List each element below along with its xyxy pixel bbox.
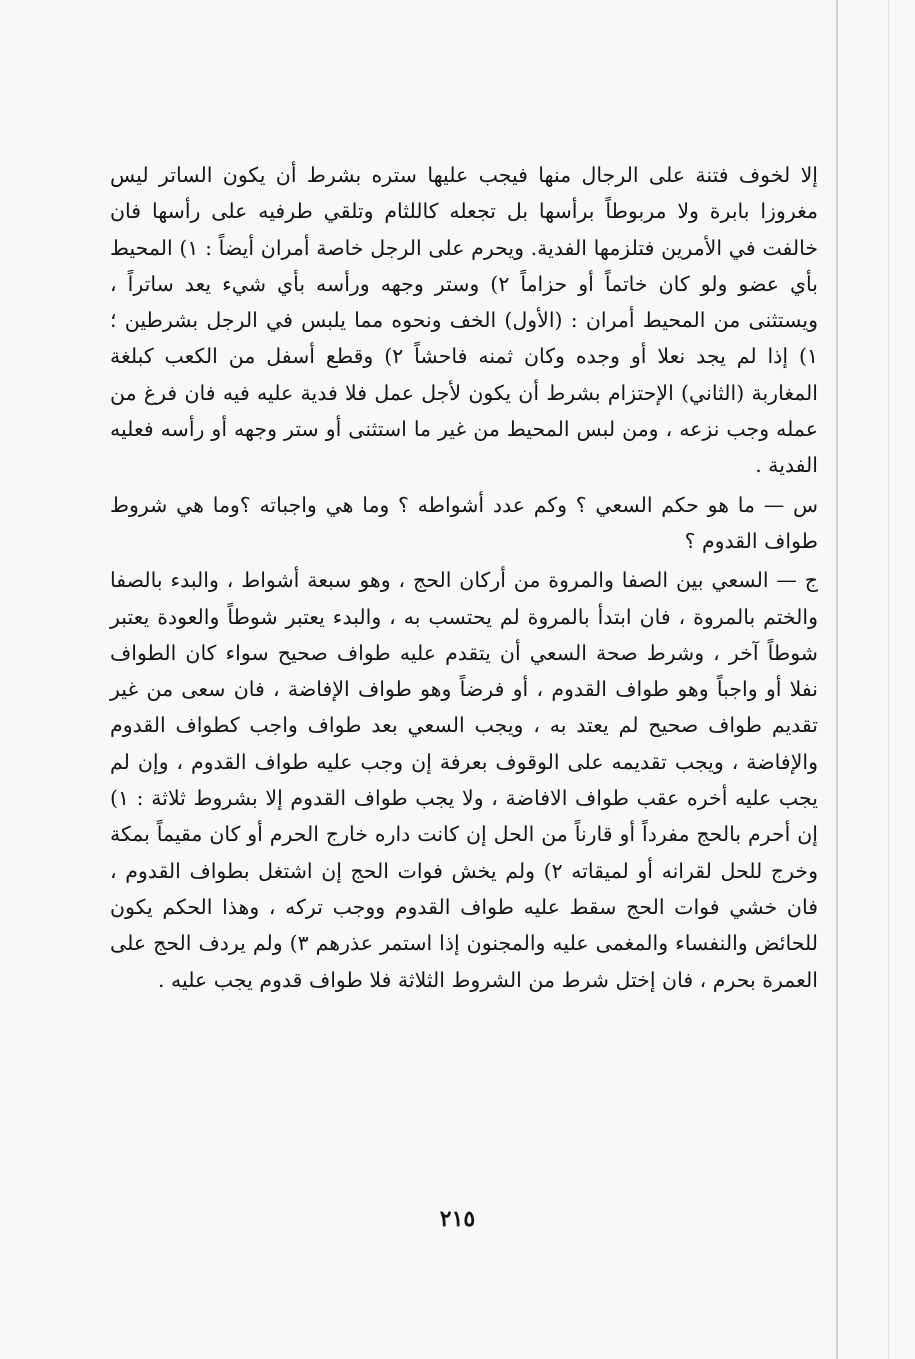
paragraph-answer-sai: ج — السعي بين الصفا والمروة من أركان الحج ، وهو سبعة أشواط ، والبدء بالصفا والختم بالمروة ، فان ابتدأ بالمروة لم يحتسب به ، والبدء يعتبر شوطاً والعودة يعتبر شوطاً آخر ، وشرط صحة السعي أن يتقدم عليه طواف صحيح سواء كان الطواف نفلا أو واجباً وهو طواف القدوم ، أو فرضاً وهو طواف الإفاضة ، فان سعى من غير تقديم طواف صحيح لم يعتد به ، ويجب السعي بعد طواف واجب كطواف القدوم والإفاضة ، ويجب تقديمه على الوقوف بعرفة إن وجب عليه طواف القدوم ، وإن لم يجب عليه أخره عقب طواف الافاضة ، ولا يجب طواف القدوم إلا بشروط ثلاثة : ١) إن أحرم بالحج مفرداً أو قارناً من الحل إن كانت داره خارج الحرم أو كان مقيماً بمكة وخرج للحل لقرانه أو لميقاته ٢) ولم يخش فوات الحج إن اشتغل بطواف القدوم ، فان خشي فوات الحج سقط عليه طواف القدوم ووجب تركه ، وهذا الحكم يكون للحائض والنفساء والمغمى عليه والمجنون إذا استمر عذرهم ٣) ولم يردف الحج على العمرة بحرم ، فان إختل شرط من الشروط الثلاثة فلا طواف قدوم يجب عليه . (110, 568, 818, 992)
paragraph-ihram-rules: إلا لخوف فتنة على الرجال منها فيجب عليها ستره بشرط أن يكون الساتر ليس مغروزا بابرة ولا مربوطاً برأسها بل تجعله كاللثام وتلقي طرفيه على رأسها فان خالفت في الأمرين فتلزمها الفدية. ويحرم على الرجل خاصة أمران أيضاً : ١) المحيط بأي عضو ولو كان خاتماً أو حزاماً ٢) وستر وجهه ورأسه بأي شيء يعد ساتراً ، ويستثنى من المحيط أمران : (الأول) الخف ونحوه مما يلبس في الرجل بشرطين ؛ ١) إذا لم يجد نعلا أو وجده وكان ثمنه فاحشاً ٢) وقطع أسفل من الكعب كبلغة المغاربة (الثاني) الإحتزام بشرط أن يكون لأجل عمل فلا فدية عليه فيه فان فرغ من عمله وجب نزعه ، ومن لبس المحيط من غير ما استثنى أو ستر وجهه أو رأسه فعليه الفدية . (110, 163, 818, 478)
page-edge-line-outer (888, 0, 889, 1359)
page-number: ٢١٥ (439, 1206, 476, 1232)
paragraph-question-sai: س — ما هو حكم السعي ؟ وكم عدد أشواطه ؟ وما هي واجباته ؟وما هي شروط طواف القدوم ؟ (110, 492, 818, 553)
page-edge-line (836, 0, 838, 1359)
body-text (110, 157, 818, 998)
